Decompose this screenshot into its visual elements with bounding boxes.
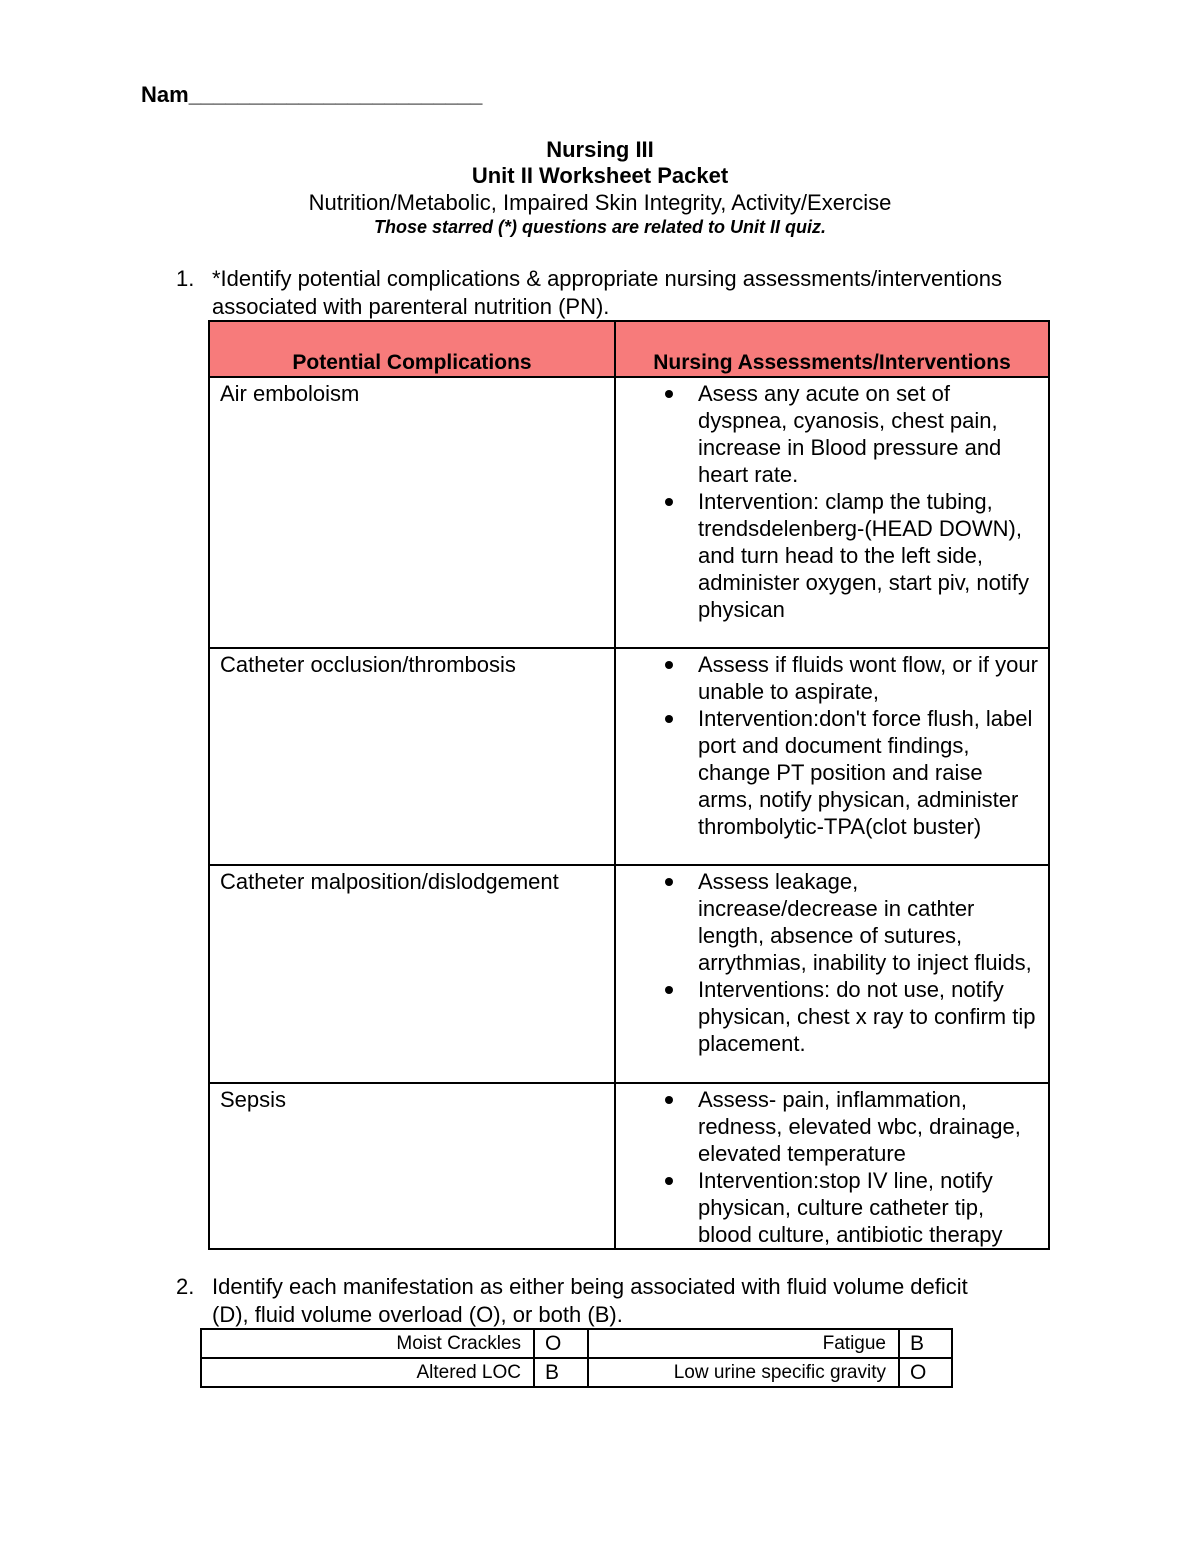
table-row: [209, 377, 1049, 648]
list-item: Assess leakage, increase/decrease in cathter length, absence of sutures, arrythmias, inability to inject fluids,: [698, 868, 1042, 976]
complication-cell[interactable]: Catheter occlusion/thrombosis: [209, 648, 615, 865]
intervention-cell[interactable]: [615, 648, 1049, 865]
table-header-row: [209, 321, 1049, 377]
manifestation-answer[interactable]: B: [534, 1358, 588, 1387]
table-row: [201, 1358, 952, 1387]
table-row: [201, 1329, 952, 1358]
manifestation-table: [200, 1328, 953, 1388]
manifestation-answer[interactable]: O: [899, 1358, 952, 1387]
header-complications: Potential Complications: [209, 321, 615, 377]
topics-subtitle: Nutrition/Metabolic, Impaired Skin Integrity, Activity/Exercise: [308, 190, 892, 215]
list-item: Intervention: clamp the tubing, trendsdelenberg-(HEAD DOWN), and turn head to the left side, administer oxygen, start piv, notify physican: [698, 488, 1042, 623]
manifestation-answer[interactable]: B: [899, 1329, 952, 1358]
complications-table: [208, 320, 1050, 1250]
question-2-line-1: Identify each manifestation as either being associated with fluid volume deficit: [212, 1274, 968, 1299]
manifestation-label: Low urine specific gravity: [588, 1358, 899, 1387]
list-item: Interventions: do not use, notify physican, chest x ray to confirm tip placement.: [698, 976, 1042, 1057]
complication-cell[interactable]: Sepsis: [209, 1083, 615, 1249]
table-row: [209, 648, 1049, 865]
question-1-number: 1.: [176, 266, 195, 291]
manifestation-label: Moist Crackles: [201, 1329, 534, 1358]
list-item: Intervention:don't force flush, label port and document findings, change PT position and raise arms, notify physican, administer thrombolytic-TPA(clot buster): [698, 705, 1042, 840]
starred-note: Those starred (*) questions are related to Unit II quiz.: [373, 217, 827, 237]
intervention-cell[interactable]: [615, 865, 1049, 1083]
manifestation-label: Fatigue: [588, 1329, 899, 1358]
question-2-line-2: (D), fluid volume overload (O), or both (B).: [212, 1302, 623, 1327]
question-1-line-1: *Identify potential complications & appropriate nursing assessments/interventions: [212, 266, 1002, 291]
table-row: [209, 1083, 1049, 1249]
header-interventions: Nursing Assessments/Interventions: [615, 321, 1049, 377]
name-field: [141, 82, 482, 108]
packet-title: Unit II Worksheet Packet: [471, 163, 729, 188]
intervention-cell[interactable]: [615, 377, 1049, 648]
manifestation-answer[interactable]: O: [534, 1329, 588, 1358]
question-2-number: 2.: [176, 1274, 195, 1299]
intervention-cell[interactable]: [615, 1083, 1049, 1249]
question-1-line-2: associated with parenteral nutrition (PN).: [212, 294, 610, 319]
list-item: Intervention:stop IV line, notify physican, culture catheter tip, blood culture, antibiotic therapy: [698, 1167, 1042, 1248]
list-item: Asess any acute on set of dyspnea, cyanosis, chest pain, increase in Blood pressure and heart rate.: [698, 380, 1042, 488]
manifestation-label: Altered LOC: [201, 1358, 534, 1387]
list-item: Assess- pain, inflammation, redness, elevated wbc, drainage, elevated temperature: [698, 1086, 1042, 1167]
table-row: [209, 865, 1049, 1083]
list-item: Assess if fluids wont flow, or if your unable to aspirate,: [698, 651, 1042, 705]
complication-cell[interactable]: Catheter malposition/dislodgement: [209, 865, 615, 1083]
name-blank[interactable]: ________________________: [188, 82, 483, 107]
name-label: Nam: [141, 82, 189, 107]
complication-cell[interactable]: Air emboloism: [209, 377, 615, 648]
course-title: Nursing III: [546, 137, 654, 162]
